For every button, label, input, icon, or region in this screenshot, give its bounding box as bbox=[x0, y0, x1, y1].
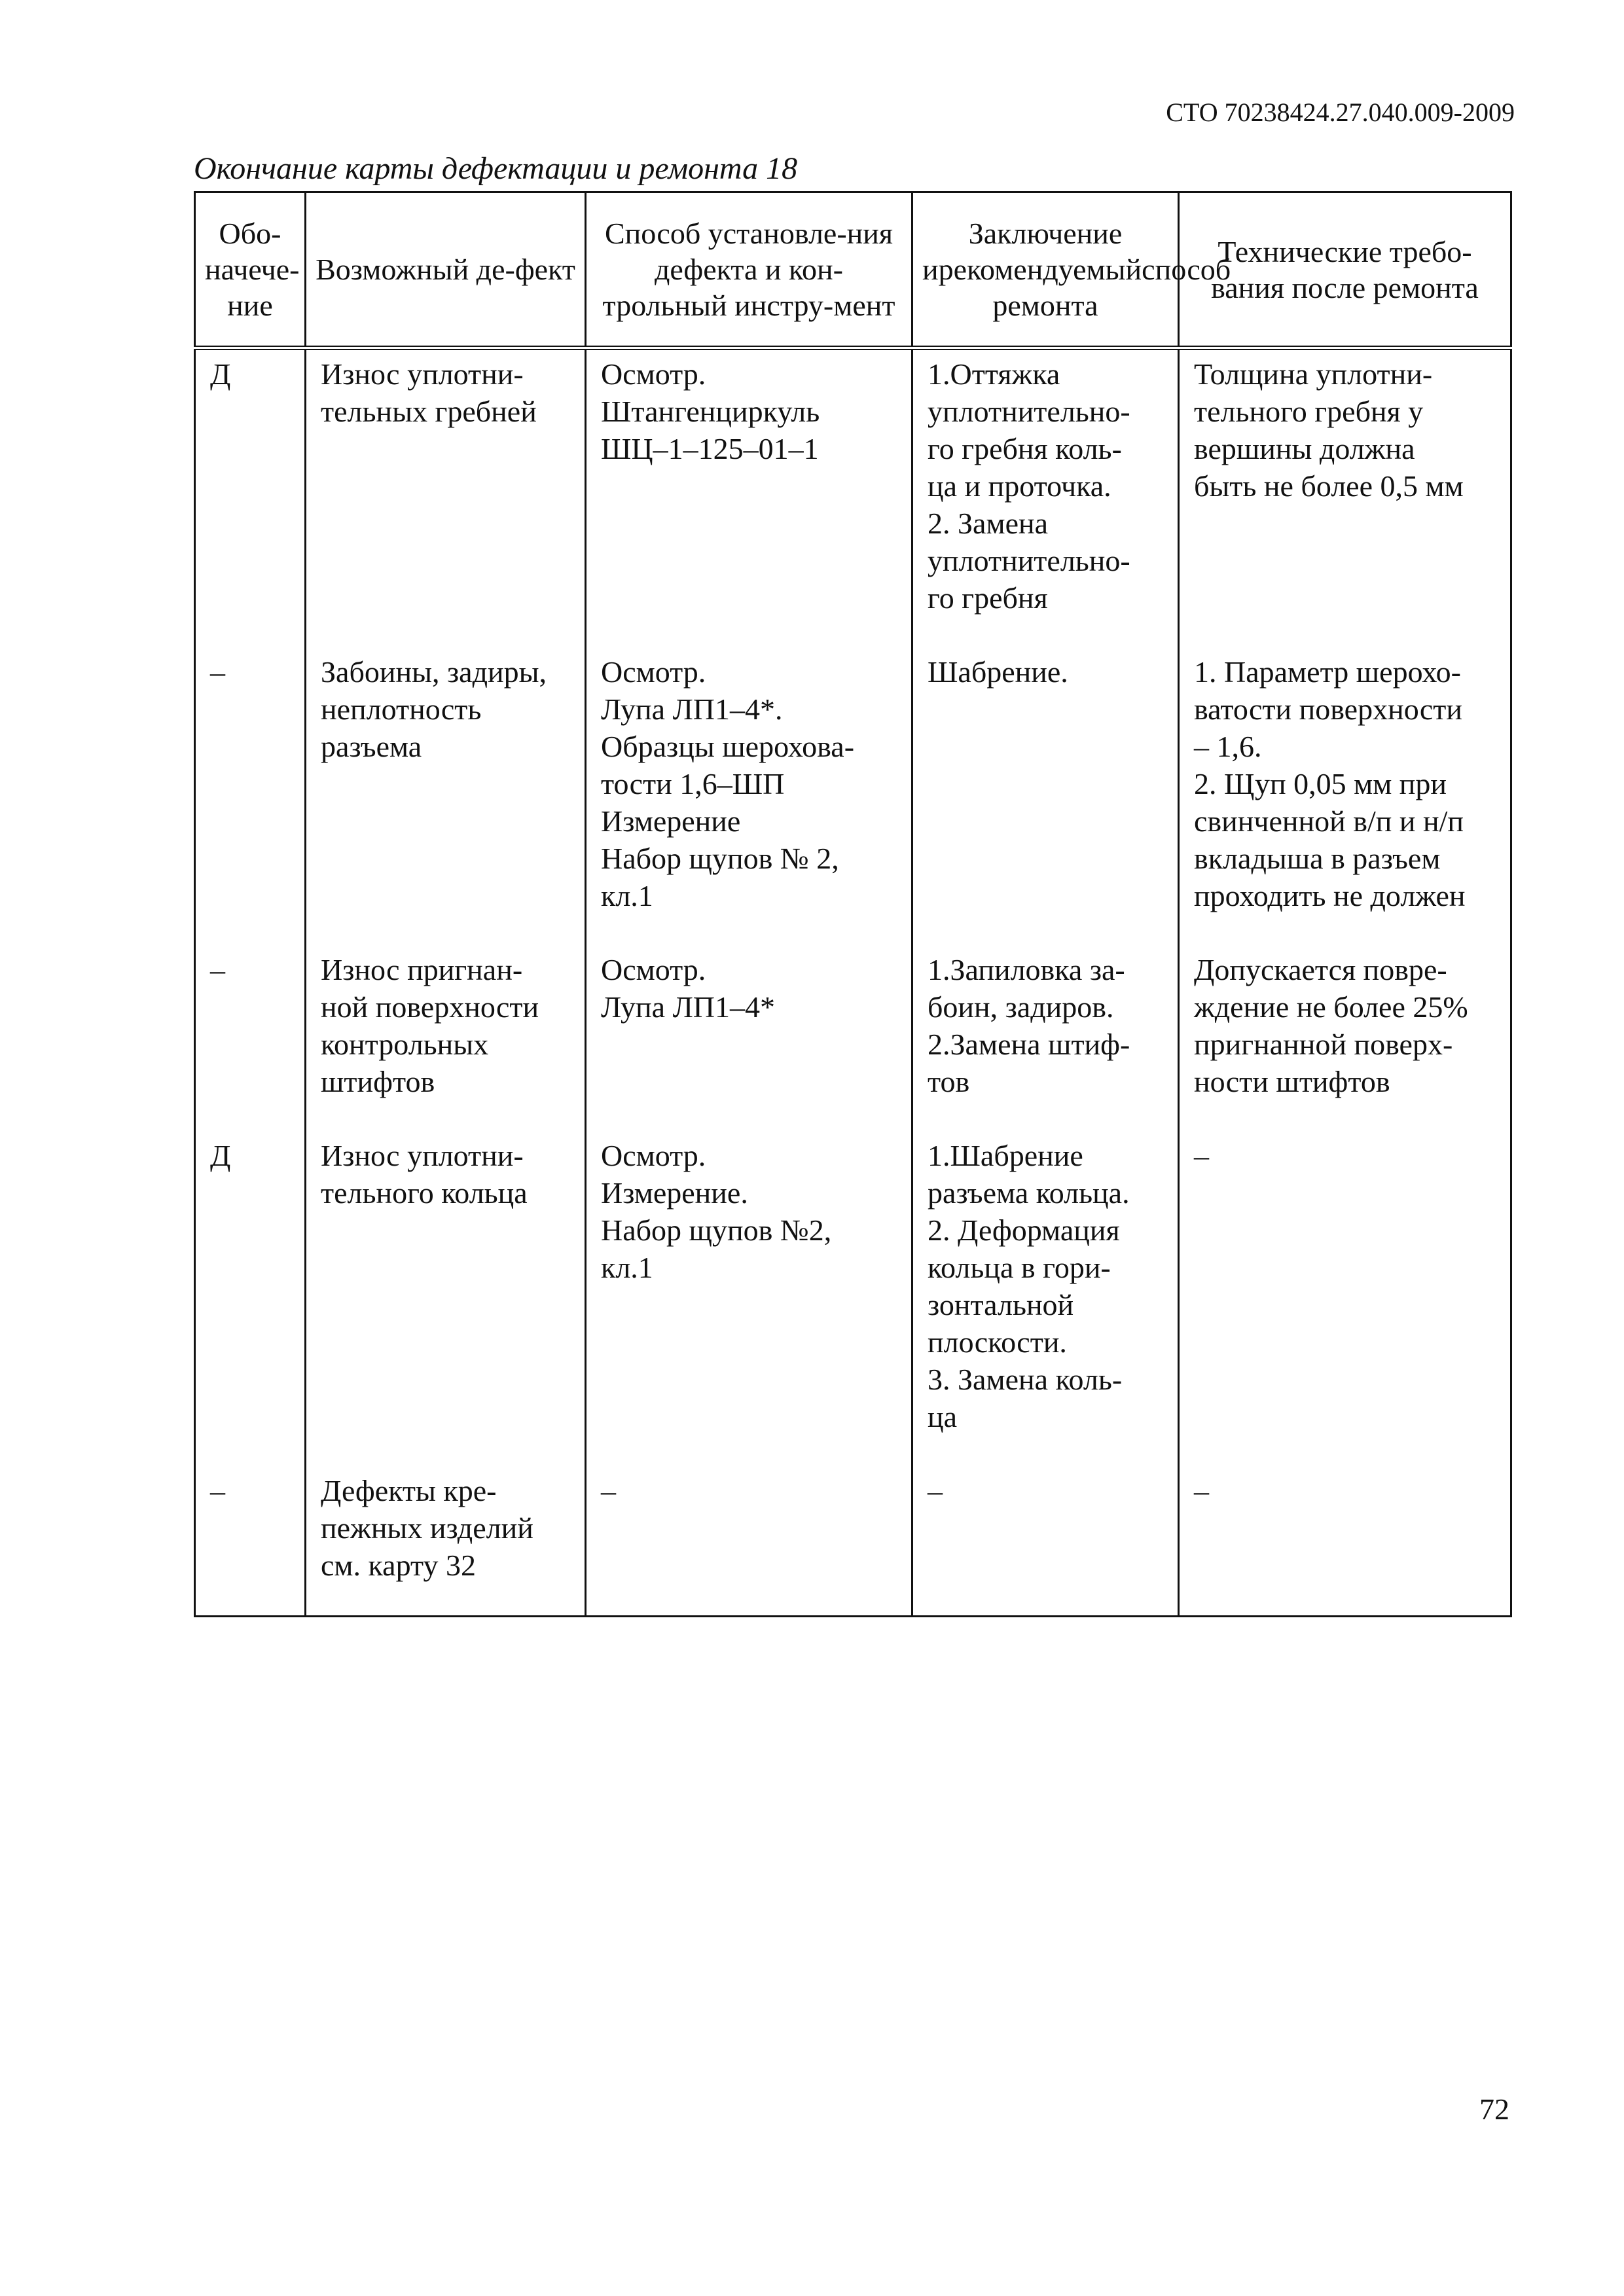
cell-line: Осмотр. bbox=[601, 953, 706, 986]
table-row bbox=[195, 1100, 1511, 1435]
cell-line: вкладыша в разъем bbox=[1194, 842, 1441, 875]
table-row bbox=[195, 1435, 1511, 1617]
cell-line: – bbox=[1194, 1474, 1209, 1507]
cell-line: Измерение bbox=[601, 804, 741, 838]
cell-line: – bbox=[210, 655, 225, 689]
cell-designation bbox=[195, 1435, 306, 1617]
cell-line: ца bbox=[928, 1400, 958, 1433]
header-requirements bbox=[1179, 192, 1511, 348]
table-row bbox=[195, 617, 1511, 914]
document-code: СТО 70238424.27.040.009-2009 bbox=[1166, 98, 1515, 127]
cell-line: разъема кольца. bbox=[928, 1176, 1130, 1210]
cell-line: Допускается повре- bbox=[1194, 953, 1447, 986]
cell-line: Износ пригнан- bbox=[321, 953, 523, 986]
cell-line: – bbox=[210, 1474, 225, 1507]
cell-repair bbox=[912, 914, 1179, 1100]
cell-repair bbox=[912, 348, 1179, 617]
cell-line: 1.Оттяжка bbox=[928, 357, 1060, 391]
cell-defect bbox=[306, 348, 586, 617]
table-caption: Окончание карты дефектации и ремонта 18 bbox=[194, 151, 798, 186]
cell-line: 2.Замена штиф- bbox=[928, 1028, 1130, 1061]
cell-line: тельных гребней bbox=[321, 395, 537, 428]
page-number: 72 bbox=[1479, 2092, 1509, 2126]
header-repair bbox=[912, 192, 1231, 348]
cell-designation bbox=[195, 617, 306, 914]
cell-line: Износ уплотни- bbox=[321, 357, 524, 391]
cell-line: пригнанной поверх- bbox=[1194, 1028, 1453, 1061]
cell-line: Толщина уплотни- bbox=[1194, 357, 1433, 391]
cell-line: Образцы шерохова- bbox=[601, 730, 855, 763]
cell-line: – bbox=[1194, 1139, 1209, 1172]
cell-line: 3. Замена коль- bbox=[928, 1363, 1123, 1396]
cell-line: ной поверхности bbox=[321, 990, 539, 1024]
cell-line: свинченной в/п и н/п bbox=[1194, 804, 1464, 838]
cell-line: кл.1 bbox=[601, 1251, 653, 1284]
cell-designation bbox=[195, 914, 306, 1100]
cell-line: тельного гребня у bbox=[1194, 395, 1424, 428]
table-row bbox=[195, 914, 1511, 1100]
cell-line: Осмотр. bbox=[601, 1139, 706, 1172]
cell-requirements bbox=[1179, 617, 1511, 914]
cell-method bbox=[586, 617, 912, 914]
cell-designation bbox=[195, 348, 306, 617]
cell-requirements bbox=[1179, 1435, 1511, 1617]
cell-line: Дефекты кре- bbox=[321, 1474, 497, 1507]
cell-line: вания после ремонта bbox=[1211, 270, 1479, 304]
cell-line: неплотность bbox=[321, 692, 482, 726]
cell-line: контрольных bbox=[321, 1028, 489, 1061]
cell-defect bbox=[306, 914, 586, 1100]
cell-line: см. карту 32 bbox=[321, 1549, 476, 1582]
cell-line: вершины должна bbox=[1194, 432, 1415, 465]
cell-line: Лупа ЛП1–4* bbox=[601, 990, 776, 1024]
cell-line: мент bbox=[833, 289, 895, 322]
cell-line: кольца в гори- bbox=[928, 1251, 1111, 1284]
cell-line: проходить не должен bbox=[1194, 879, 1466, 912]
cell-line: ШЦ–1–125–01–1 bbox=[601, 432, 819, 465]
cell-line: Заключение и bbox=[922, 217, 1123, 286]
cell-line: рекомендуемый bbox=[938, 253, 1142, 286]
cell-line: быть не более 0,5 мм bbox=[1194, 469, 1464, 503]
header-method bbox=[586, 192, 912, 348]
cell-repair bbox=[912, 1100, 1179, 1435]
cell-line: трольный инстру- bbox=[602, 289, 834, 322]
cell-line: 2. Деформация bbox=[928, 1213, 1120, 1247]
header-designation bbox=[195, 192, 306, 348]
cell-line: Забоины, задиры, bbox=[321, 655, 547, 689]
cell-line: го гребня коль- bbox=[928, 432, 1122, 465]
cell-line: Штангенциркуль bbox=[601, 395, 820, 428]
cell-line: Способ установле- bbox=[604, 217, 847, 250]
cell-line: штифтов bbox=[321, 1065, 435, 1098]
cell-line: Набор щупов №2, bbox=[601, 1213, 832, 1247]
cell-line: – bbox=[601, 1474, 616, 1507]
cell-line: плоскости. bbox=[928, 1325, 1067, 1359]
cell-line: Технические требо- bbox=[1218, 234, 1472, 268]
cell-line: разъема bbox=[321, 730, 422, 763]
defect-repair-table bbox=[194, 191, 1512, 1617]
cell-line: ности штифтов bbox=[1194, 1065, 1390, 1098]
cell-line: ния дефекта и кон- bbox=[655, 217, 893, 286]
cell-line: ватости поверхности bbox=[1194, 692, 1463, 726]
cell-requirements bbox=[1179, 914, 1511, 1100]
cell-line: Обо- bbox=[219, 217, 281, 250]
cell-line: 1.Запиловка за- bbox=[928, 953, 1125, 986]
cell-defect bbox=[306, 617, 586, 914]
cell-requirements bbox=[1179, 348, 1511, 617]
cell-line: Набор щупов № 2, bbox=[601, 842, 839, 875]
cell-repair bbox=[912, 617, 1179, 914]
cell-line: 1.Шабрение bbox=[928, 1139, 1083, 1172]
cell-line: фект bbox=[514, 253, 575, 286]
cell-line: ца и проточка. bbox=[928, 469, 1111, 503]
cell-method bbox=[586, 914, 912, 1100]
cell-defect bbox=[306, 1100, 586, 1435]
cell-line: Осмотр. bbox=[601, 357, 706, 391]
cell-line: Шабрение. bbox=[928, 655, 1068, 689]
cell-line: ние bbox=[227, 289, 273, 322]
cell-line: – bbox=[210, 953, 225, 986]
cell-line: – bbox=[928, 1474, 943, 1507]
cell-line: Возможный де- bbox=[316, 253, 515, 286]
cell-line: пежных изделий bbox=[321, 1511, 533, 1545]
cell-requirements bbox=[1179, 1100, 1511, 1435]
cell-line: зонтальной bbox=[928, 1288, 1074, 1321]
cell-line: тов bbox=[928, 1065, 970, 1098]
cell-method bbox=[586, 1435, 912, 1617]
cell-line: че- bbox=[261, 253, 300, 286]
cell-line: Измерение. bbox=[601, 1176, 748, 1210]
cell-line: боин, задиров. bbox=[928, 990, 1114, 1024]
cell-line: Лупа ЛП1–4*. bbox=[601, 692, 783, 726]
cell-line: – 1,6. bbox=[1194, 730, 1262, 763]
cell-defect bbox=[306, 1435, 586, 1617]
cell-line: Износ уплотни- bbox=[321, 1139, 524, 1172]
cell-line: Д bbox=[210, 357, 231, 391]
table-row bbox=[195, 348, 1511, 617]
cell-line: наче bbox=[205, 253, 261, 286]
cell-line: Осмотр. bbox=[601, 655, 706, 689]
cell-line: 1. Параметр шерохо- bbox=[1194, 655, 1462, 689]
cell-designation bbox=[195, 1100, 306, 1435]
cell-method bbox=[586, 1100, 912, 1435]
cell-line: Д bbox=[210, 1139, 231, 1172]
cell-line: уплотнительно- bbox=[928, 544, 1130, 577]
cell-line: тельного кольца bbox=[321, 1176, 528, 1210]
cell-line: 2. Щуп 0,05 мм при bbox=[1194, 767, 1447, 800]
cell-line: кл.1 bbox=[601, 879, 653, 912]
cell-line: го гребня bbox=[928, 581, 1048, 615]
cell-line: уплотнительно- bbox=[928, 395, 1130, 428]
cell-repair bbox=[912, 1435, 1179, 1617]
cell-line: тости 1,6–ШП bbox=[601, 767, 785, 800]
table-header-row bbox=[195, 192, 1511, 348]
cell-line: 2. Замена bbox=[928, 507, 1049, 540]
cell-line: ждение не более 25% bbox=[1194, 990, 1468, 1024]
cell-method bbox=[586, 348, 912, 617]
cell-line: способ ремонта bbox=[992, 253, 1231, 322]
header-defect bbox=[306, 192, 586, 348]
